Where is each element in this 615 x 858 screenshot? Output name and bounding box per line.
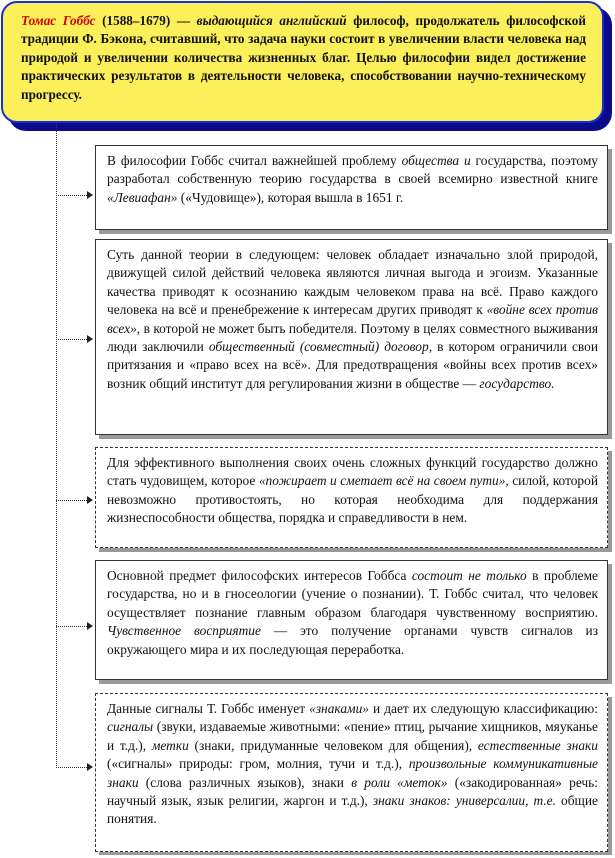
text: Данные сигналы Т. Гоббс именует bbox=[107, 701, 310, 716]
emphasis: общества и bbox=[401, 153, 471, 168]
emphasis: «пожирает и сметает всё на своем пути», bbox=[258, 473, 509, 489]
text: в котором ограничили свои притязания и «право всех на всё». Для предотвращения «войны всех против всех» возник общий институт для регулирования жизни в обществе — bbox=[107, 339, 599, 391]
text: (знаки, придуманные человеком для общения), bbox=[188, 737, 478, 753]
author-epithet: выдающийся английский bbox=[196, 13, 347, 28]
header-text: философ, продолжатель философской традиции Ф. Бэкона, считавший, что задача науки состоит в увеличении власти человека над природой и увеличении количества жизненных благ. Целью философии видел достижение практических результатов в деятельности человека, способствовании научно-техническому прогрессу. bbox=[21, 13, 587, 102]
text: общие понятия. bbox=[107, 793, 598, 827]
text: Основной предмет философских интересов Гоббса bbox=[107, 568, 412, 583]
emphasis: «Левиафан» bbox=[107, 189, 178, 205]
text: в проблеме государства, но и в гносеологии (учение о познании). Т. Гоббс считал, что человек осуществляет познание главным образом благодаря чувственному восприятию. bbox=[107, 568, 598, 620]
text: Суть данной теории в следующем: человек обладает изначально злой природой, движущей силой действий человека являются личная выгода и эгоизм. Указанные качества приводят к осознанию каждым человеком права на всё. Право каждого человека на всё и пренебрежение к интересам других приводят к bbox=[107, 247, 598, 318]
text: в которой не может быть победителя. Поэтому в целях совместного выживания люди заключили bbox=[107, 320, 598, 355]
emphasis: «знаками» bbox=[309, 701, 369, 716]
text: (звуки, издаваемые животными: «пение» птиц, рычание хищников, мяуканье и т.д.), bbox=[107, 719, 598, 753]
text-block-2 bbox=[95, 239, 608, 435]
emphasis: состоит не только bbox=[411, 568, 527, 583]
text: («Чудовище»), которая вышла в 1651 г. bbox=[177, 189, 404, 205]
emphasis: знаки знаков: универсалии, т.е. bbox=[372, 793, 556, 809]
emphasis: Чувственное восприятие bbox=[107, 623, 261, 639]
text-block-3 bbox=[95, 447, 608, 548]
author-dates: (1588–1679) — bbox=[95, 13, 197, 28]
text-block-5 bbox=[95, 693, 608, 852]
connector-1 bbox=[56, 195, 89, 196]
arrow-icon bbox=[87, 622, 93, 630]
emphasis: произвольные коммуникативные знаки bbox=[107, 756, 598, 790]
emphasis: сигналы bbox=[107, 719, 154, 735]
text-block-1 bbox=[95, 145, 608, 230]
text: («закодированная» речь: научный язык, язык религии, жаргон и т.д.), bbox=[107, 774, 598, 809]
text: силой, которой невозможно противостоять, но которая необходима для поддержания жизнеспособности общества, порядка и справедливости в нем. bbox=[107, 473, 598, 526]
arrow-icon bbox=[87, 335, 93, 343]
emphasis: естественные знаки bbox=[477, 737, 598, 753]
connector-3 bbox=[56, 500, 89, 501]
text: («сигналы» природы: гром, молния, тучи и т.д.), bbox=[107, 756, 409, 772]
arrow-icon bbox=[87, 496, 93, 504]
arrow-icon bbox=[87, 191, 93, 199]
text: — это получение органами чувств сигналов из окружающего мира и их последующая переработка. bbox=[107, 623, 599, 657]
emphasis: «войне всех против всех», bbox=[107, 302, 598, 336]
author-name: Томас Гоббс bbox=[21, 13, 96, 28]
text: (слова различных языков), знаки bbox=[138, 774, 352, 790]
emphasis: общественный (совместный) договор, bbox=[208, 339, 433, 355]
header-callout bbox=[1, 1, 604, 123]
connector-4 bbox=[56, 626, 89, 627]
text: Для эффективного выполнения своих очень сложных функций государство должно стать чудовищем, которое bbox=[107, 455, 598, 489]
text: государства, поэтому разработал собственную теорию государства в своей всемирно известной книге bbox=[107, 153, 598, 187]
emphasis: государство. bbox=[479, 375, 555, 391]
text-block-4 bbox=[95, 560, 608, 680]
connector-2 bbox=[56, 339, 89, 340]
text: и дает их следующую классификацию: bbox=[368, 701, 598, 716]
text: В философии Гоббс считал важнейшей проблему bbox=[107, 153, 402, 168]
tree-connector-line bbox=[56, 124, 57, 768]
connector-5 bbox=[56, 767, 89, 768]
emphasis: метки bbox=[151, 737, 189, 753]
arrow-icon bbox=[87, 763, 93, 771]
emphasis: в роли «меток» bbox=[351, 774, 448, 790]
